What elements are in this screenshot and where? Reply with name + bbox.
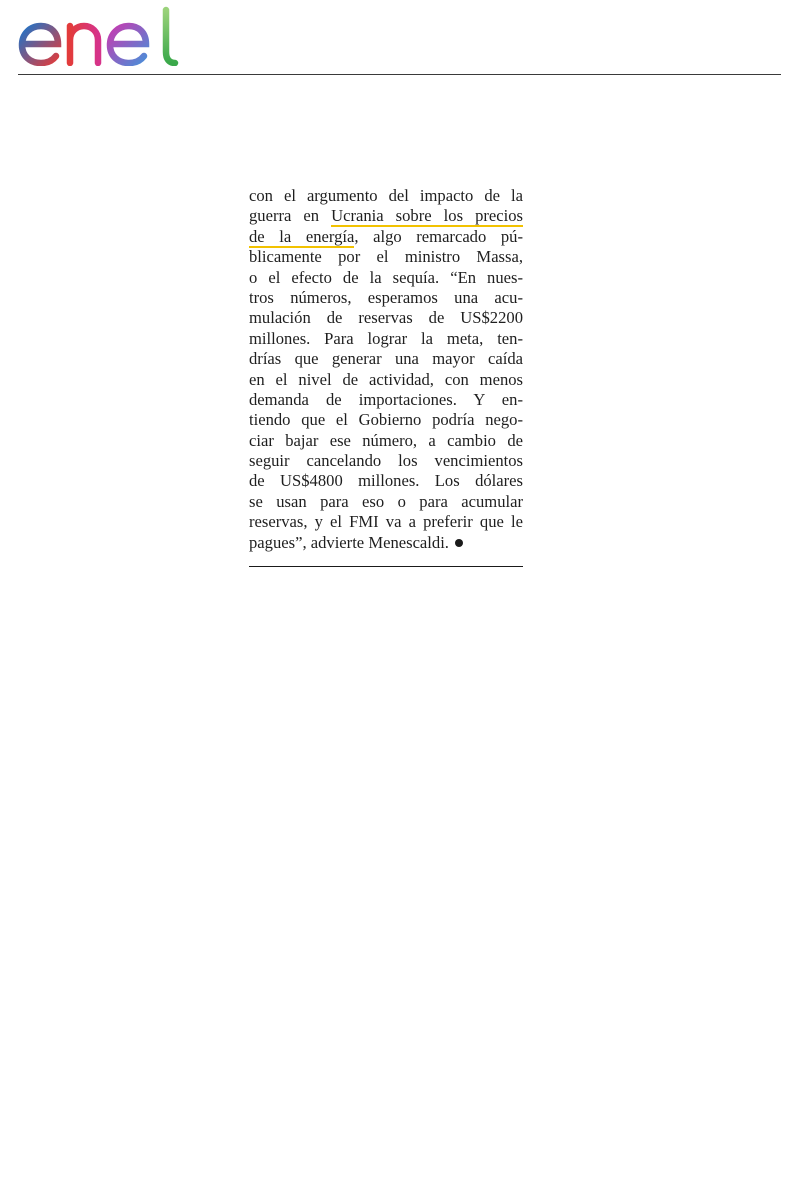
highlighted-phrase: de la energía bbox=[249, 226, 355, 246]
article-line: de US$4800 millones. Los dólares bbox=[249, 471, 523, 491]
article-line: blicamente por el ministro Massa, bbox=[249, 247, 523, 267]
article-line: con el argumento del impacto de la bbox=[249, 186, 523, 205]
enel-logo bbox=[18, 6, 180, 66]
article-line: drías que generar una mayor caída bbox=[249, 349, 523, 369]
article-line: en el nivel de actividad, con menos bbox=[249, 369, 523, 389]
article-end-rule bbox=[249, 566, 523, 567]
highlighted-phrase: Ucrania sobre los precios bbox=[331, 206, 523, 226]
article-line: seguir cancelando los vencimientos bbox=[249, 451, 523, 471]
page-header bbox=[0, 0, 800, 76]
article-line bbox=[249, 227, 523, 247]
article-line: tiendo que el Gobierno podría nego- bbox=[249, 410, 523, 430]
article-line bbox=[249, 533, 523, 553]
header-divider bbox=[18, 74, 781, 75]
article-text: guerra en bbox=[249, 206, 332, 226]
article-line: o el efecto de la sequía. “En nues- bbox=[249, 267, 523, 287]
article-line: se usan para eso o para acumular bbox=[249, 491, 523, 511]
article-line: tros números, esperamos una acu- bbox=[249, 287, 523, 307]
article-text: , algo remarcado pú- bbox=[354, 226, 523, 246]
article-excerpt bbox=[249, 186, 523, 553]
article-line: reservas, y el FMI va a preferir que le bbox=[249, 512, 523, 532]
article-text: pagues”, advierte Menescaldi. bbox=[249, 532, 449, 552]
article-line: millones. Para lograr la meta, ten- bbox=[249, 328, 523, 348]
article-line: ciar bajar ese número, a cambio de bbox=[249, 430, 523, 450]
article-line: demanda de importaciones. Y en- bbox=[249, 389, 523, 409]
article-line bbox=[249, 206, 523, 226]
article-line: mulación de reservas de US$2200 bbox=[249, 308, 523, 328]
end-mark-icon bbox=[455, 539, 463, 547]
